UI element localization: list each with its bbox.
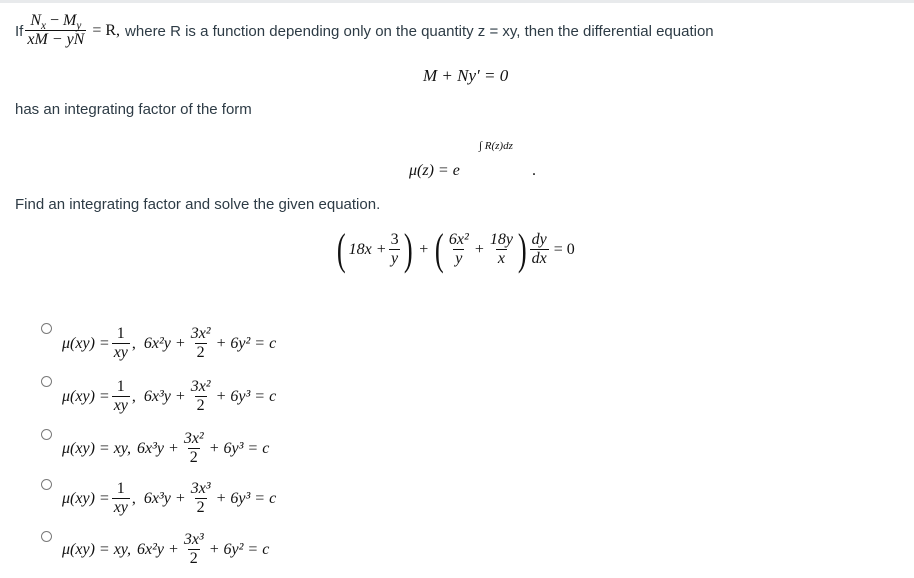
paren-close-1: ): [403, 225, 413, 274]
option-3-fraction: $\frac{\text{3x²}}{2}$: [183, 430, 204, 467]
intro-if: If: [15, 22, 24, 40]
eq-rhs: = 0: [553, 241, 575, 258]
option-2-mu: μ(xy) =: [62, 388, 110, 405]
eq-fraction-1: $\frac{3}{y}$: [390, 231, 399, 268]
option-4-radio[interactable]: [41, 479, 52, 490]
condition-numerator: $N_x - M_y$: [30, 12, 82, 33]
option-1-fraction: $\frac{\text{3x²}}{2}$: [190, 325, 211, 362]
option-2[interactable]: μ(xy) = $\frac{1}{xy}$ , 6x³y + $\frac{\text{3x²}}{2}$ + 6y³ = c: [62, 378, 277, 415]
eq-derivative: $\frac{dy}{dx}$: [531, 231, 547, 268]
option-4-sol-b: + 6y³ = c: [215, 490, 277, 507]
paren-open-1: (: [336, 225, 346, 274]
option-3-radio[interactable]: [41, 429, 52, 440]
eq-plus-2: +: [474, 241, 484, 258]
option-1-mu-fraction: $\frac{1}{xy}$: [113, 325, 128, 362]
has-factor-text: has an integrating factor of the form: [15, 101, 252, 118]
option-2-radio[interactable]: [41, 376, 52, 387]
condition-line: [15, 6, 714, 56]
option-4-mu-fraction: $\frac{1}{xy}$: [113, 480, 128, 517]
option-2-mu-fraction: $\frac{1}{xy}$: [113, 378, 128, 415]
option-3[interactable]: [62, 425, 269, 473]
eq-plus: +: [419, 241, 429, 258]
option-1-sol-a: 6x²y +: [143, 335, 186, 352]
option-5-radio[interactable]: [41, 531, 52, 542]
eq-term1: 18x +: [348, 241, 387, 258]
option-1-radio[interactable]: [41, 323, 52, 334]
option-3-mu: μ(xy) = xy,: [62, 440, 132, 457]
option-1-mu: μ(xy) =: [62, 335, 110, 352]
option-2-sol-b: + 6y³ = c: [215, 388, 277, 405]
option-4-fraction: $\frac{\text{3x³}}{2}$: [190, 480, 211, 517]
option-2-fraction: $\frac{\text{3x²}}{2}$: [190, 378, 211, 415]
option-5[interactable]: [62, 526, 269, 574]
condition-text: where R is a function depending only on the quantity z = xy, then the differential equation: [125, 22, 714, 40]
find-text: Find an integrating factor and solve the given equation.: [15, 196, 381, 213]
condition-denominator: xM − yN: [27, 31, 85, 49]
condition-fraction: [25, 13, 86, 48]
mu-period: .: [532, 162, 536, 179]
eq-fraction-3: $\frac{18y}{x}$: [489, 231, 513, 268]
option-4-sol-a: 6x³y +: [143, 490, 186, 507]
option-4[interactable]: μ(xy) = $\frac{1}{xy}$ , 6x³y + $\frac{\text{3x³}}{2}$ + 6y³ = c: [62, 480, 277, 517]
top-divider: [0, 0, 914, 3]
option-1-sol-b: + 6y² = c: [215, 335, 277, 352]
option-1[interactable]: μ(xy) = $\frac{1}{xy}$ , 6x²y + $\frac{\text{3x²}}{2}$ + 6y² = c: [62, 325, 277, 362]
eq-fraction-2: $\frac{\text{6x²}}{y}$: [448, 231, 469, 268]
condition-equals: = R,: [92, 22, 121, 39]
option-3-sol-a: 6x³y +: [137, 440, 179, 457]
option-4-mu: μ(xy) =: [62, 490, 110, 507]
option-5-sol-a: 6x²y +: [137, 541, 179, 558]
option-5-mu: μ(xy) = xy,: [62, 541, 132, 558]
option-3-sol-b: + 6y³ = c: [208, 440, 270, 457]
option-5-sol-b: + 6y² = c: [208, 541, 270, 558]
paren-open-2: (: [435, 225, 444, 274]
ode-equation: M + Ny′ = 0: [423, 66, 509, 85]
mu-lhs: μ(z) = e: [409, 162, 460, 179]
mu-exponent: ∫ R(z)dz: [479, 140, 513, 152]
option-5-fraction: $\frac{\text{3x³}}{2}$: [183, 531, 204, 568]
paren-close-2: ): [517, 225, 527, 274]
option-2-sol-a: 6x³y +: [143, 388, 186, 405]
main-equation: [334, 225, 575, 275]
